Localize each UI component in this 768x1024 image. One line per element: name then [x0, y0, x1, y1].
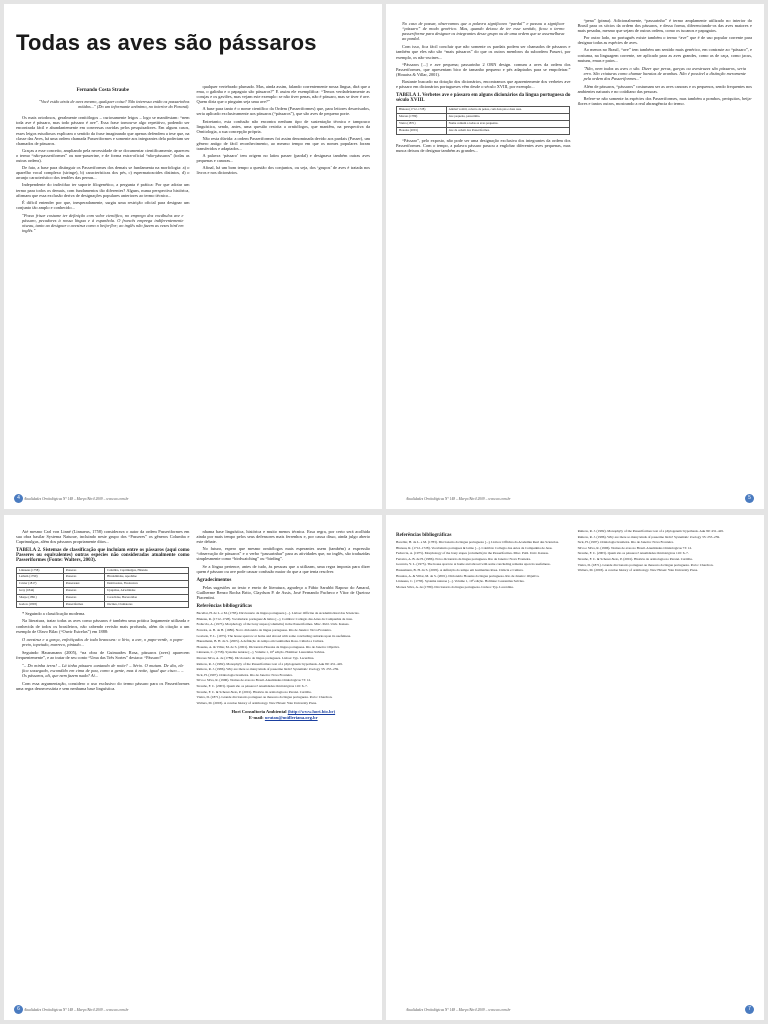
- author-name: Fernando Costa Straube: [76, 88, 129, 93]
- page-5-column-2: [578, 18, 752, 155]
- paragraph: Seguindo Haussmann (2005), “na obra de Guimarães Rosa, pássaros (aves) aparecem frequentemente”, e ao tratar de seu conto “Uma das Três Sortes” destaca: “Pássaro!”: [16, 649, 190, 660]
- reference-item: Silva e Silva, R. (1996). Nomes de aves no Brasil. Atualidades Ornitológicas 73: 12.: [196, 678, 312, 683]
- table-cell: Passeres: [63, 594, 104, 601]
- reference-item: Ferreira, A. B. de H. (1986). Novo dicionário da língua portuguesa. Rio de Janeiro: Nova Fronteira.: [196, 628, 332, 632]
- classification-table: [16, 567, 189, 609]
- table-caption: TABELA 1. Verbetes ave e pássaro em alguns dicionários da língua portuguesa do século XVIII.: [396, 93, 571, 104]
- reference-item: Bluteau, R. (1712–1728). Vocabulario portuguez & latino [...]. Coimbra: Collegio das Artes da Companhia de Jesu.: [396, 545, 553, 550]
- reference-item: Gouveia, Y. L. (1975). The house sparrow at home and abroad with some concluding remarks upon its usefulness.: [196, 633, 352, 638]
- table-cell: Passeres: [63, 567, 104, 574]
- reference-item: Linnaeus, C. (1758). Systema naturae [...]. Volume 1, 10ª edição. Holmiae: Laurentius Salvius.: [196, 650, 326, 655]
- paragraph: Afinal, há um bom tempo a questão dos conjuntos, ou seja, dos ‘grupos’ de aves é tratada nos livros e nos dicionários.: [196, 165, 370, 176]
- page-footer: Atualidades Ornitológicas N° 148 – Março/Abril 2009 – www.ao.com.br: [406, 1008, 511, 1012]
- page-7-column-1: [396, 529, 570, 590]
- table-cell: Latham (1790): [17, 574, 64, 581]
- table-cell: Houaiss (2001): [397, 127, 447, 134]
- reference-item: Walters, M. (2003). A concise history of ornithology. New Haven: Yale University Press.: [196, 700, 317, 705]
- page-footer: Atualidades Ornitológicas N° 148 – Março/Abril 2009 – www.ao.com.br: [24, 497, 129, 501]
- page-number: 7: [745, 1005, 754, 1014]
- reference-item: Straube, F. C. & Scherer-Neto, P. (2001). História da ornitologia no Paraná. Curitiba.: [196, 689, 312, 694]
- contact-url-link[interactable]: (http://www.hori.bio.br): [287, 708, 336, 714]
- paragraph: Entretanto, esta confusão não encontra nenhum tipo de sustentação técnica e tampouco linguística, sendo, antes, uma questão restrita a ornitólogos, que mantêm, na perspectiva da Ornitologia, a sua concepção própria.: [196, 118, 370, 134]
- contact-email-label: E-mail:: [248, 714, 264, 720]
- page-4-column-2: [197, 84, 370, 236]
- author-contact: [197, 709, 370, 720]
- reference-item: Bacellar, H. de L. e M. (1783). Diccionario da língua portugueza [...]. Lisboa: Officina da Academia Real das Sciencias.: [396, 540, 559, 545]
- table-footnote: * Seguindo a classificação moderna.: [22, 611, 86, 617]
- table-cell: Gray (1844): [17, 587, 64, 594]
- table-cell: Dentirostres, Fissirostres: [105, 581, 189, 588]
- paragraph: Não resta dúvida: a ordem Passeriformes foi assim denominada devido aos pardais (Passer), um gênero antigo de fácil reconhecimento, ao mesmo tempo em que os nomes populares foram transferidos e adaptados...: [196, 135, 370, 152]
- paragraph: “Pássaro”, pelo exposto, não pode ser uma designação exclusiva dos integrantes da ordem dos Passeriformes. Com o tempo, a palavra pássaro passou a englobar diferentes aves pequenas, mas nunca deixou de designar também as grandes...: [396, 137, 571, 153]
- acknowledgements-heading: Agradecimentos: [196, 577, 232, 583]
- page-5: [386, 4, 764, 509]
- paragraph: qualquer vertebrado plumado. Mas, ainda assim, falando correntemente nossa língua, dirá que a ema, o galinha e o papagaio são pássaros?” E assim ele exemplifica: “Temos verdadeiramente as corujas e os gaviões, mas vejam este exemplo: se não tiver penas, não é pássaro, mas se tiver é ave. Quem diria que o pinguim seja uma ave?”: [196, 84, 370, 105]
- paragraph: Na literatura, tratar todas as aves como pássaros é também uma prática largamente utilizada e conhecida de todos os brasileiros, não cabendo revisão mais profunda, além da citação a um exemplo de Olavo Bilac (“Ouvir Estrelas”) em 1888:: [16, 618, 190, 634]
- table-row: [397, 127, 570, 134]
- acknowledgements-text: Pelas sugestões ao texto e envio de literatura, agradeço a Fábio Sarubbi Raposo do Amaral, Guilherme Renzo Rocha Brito, Claydson P. de Assis, José Fernando Pacheco e Vítor de Queiroz Piacentini.: [196, 584, 370, 601]
- table-row: [397, 120, 570, 127]
- paragraph: No futuro, espero que mesmo ornitólogos mais esperantes usem (também) a expressão “observação de pássaros” e o verbo “passarinhar” para as atividades que, no inglês, são traduzidas simplesmente como “birdwatching” ou “birding”.: [196, 546, 370, 562]
- paragraph: Por outro lado, no português existe também o termo “ave” que é de uso popular corrente para designar todas as espécies de aves.: [577, 35, 752, 46]
- table-cell: Animal volátil, coberto de penas, com dois pés e duas asas.: [446, 107, 570, 114]
- table-row: [17, 567, 189, 574]
- paragraph: Com isso, fica fácil concluir que não somente os pardais podem ser chamados de pássaros e também que eles não são “mais pássaros” do que os outros membros da subordem Passeri, por exemplo, os não-oscines...: [396, 44, 571, 60]
- page-6-column-2: [197, 529, 370, 720]
- table-cell: Ave pequena, passarinho.: [446, 114, 570, 121]
- reference-item: Moraes Silva, A. de (1789). Diccionario da lingua portugueza. Lisboa: Typ. Lacerdina.: [396, 584, 514, 589]
- reference-item: Feduccia, A. (1975). Morphology of the bony stapes (columella) in the Passeriformes. Misc. Publ. Univ. Kansas.: [196, 622, 350, 627]
- table-row: [17, 581, 189, 588]
- reference-item: Haussmann, B. H. da S. (2005). A definição do tempo em Guimarães Rosa. Ciência e Cultura.: [396, 568, 524, 573]
- reference-item: Straube, F. C. (2003). Quem são os pássaros? Atualidades Ornitológicas 116: 6–7.: [577, 551, 689, 556]
- paragraph: Além de pássaros, “pássaros” costumam ser as aves canoras e os pequenos, sendo frequentes nos ambientes naturais e no cotidiano das pessoas.: [577, 84, 752, 95]
- paragraph: nhama base linguística, histórica e muito menos técnica. Essa regra, por certo será acolhida ainda por mais tempo pelos seus defensores mais ferrenhos e, por causa disso, ainda julgo aberto este debate.: [196, 529, 370, 545]
- table-cell: Linnaeus (1758): [17, 567, 64, 574]
- reference-item: Raikow, R. J. (1982). Monophyly of the Passeriformes: test of a phylogenetic hypothesis. Auk 99: 431–445.: [577, 529, 724, 533]
- reference-item: Vieira, D. (1871). Grande diccionario portuguez ou thesouro da língua portugueza. Porto: Chardron.: [196, 695, 333, 700]
- page-4: [4, 4, 382, 509]
- paragraph: Bastante buscado na dotação dos dicionários, encontramos que aparentemente dos verbetes ave e pássaro em dicionários portugueses vêm desde o século XVIII, por exemplo...: [396, 78, 571, 90]
- table-cell: Coraciidae, Bucerotidae: [105, 594, 189, 601]
- page-footer: Atualidades Ornitológicas N° 148 – Março/Abril 2009 – www.ao.com.br: [406, 497, 511, 501]
- page-number: 6: [14, 1005, 23, 1014]
- table-cell: Oscines, Clamatores: [105, 601, 189, 608]
- table-row: [17, 587, 189, 594]
- table-cell: Ave da ordem dos Passeriformes.: [446, 127, 570, 134]
- reference-item: Gouveia, Y. L. (1975). The house sparrow at home and abroad with some concluding remarks upon its usefulness.: [396, 562, 551, 567]
- table-cell: Bluteau (1712–1728): [397, 107, 447, 114]
- reference-item: Raikow, R. J. (1982). Monophyly of the Passeriformes: test of a phylogenetic hypothesis. Auk 99: 431–445.: [196, 661, 343, 666]
- paragraph: A base para tanto é o nome científico da Ordem (Passeriformes) que, para leitores desavisados, seria aplicado exclusivamente aos pássaros (“pássaros”), que são aves de pequeno porte.: [196, 106, 370, 117]
- table-cell: Passeres: [63, 587, 104, 594]
- reference-item: Raikow, R. J. (1986). Why are there so many kinds of passerine birds? Systematic Zoology 35: 255–259.: [577, 534, 720, 539]
- reference-item: Silva e Silva, R. (1996). Nomes de aves no Brasil. Atualidades Ornitológicas 73: 12.: [577, 545, 693, 550]
- page-7: [386, 515, 764, 1020]
- paragraph: Ao menos no Brasil, “ave” tem também um sentido mais genérico, em contraste ao “pássaro”, e costuma, na linguagem corrente, ser aplicado para as aves grandes, como as de caça, como jacus, mutuns, emas e patos...: [577, 47, 752, 63]
- table-cell: Columba, Caprimulgus, Hirundo: [105, 567, 189, 574]
- reference-item: Walters, M. (2003). A concise history of ornithology. New Haven: Yale University Press.: [577, 568, 698, 573]
- table-cell: Cuvier (1817): [17, 581, 64, 588]
- reference-item: Straube, F. C. (2003). Quem são os pássaros? Atualidades Ornitológicas 116: 6–7.: [196, 683, 308, 688]
- table-cell: Moraes (1789): [397, 114, 447, 121]
- reference-item: Linnaeus, C. (1758). Systema naturae [...]. Volume 1, 10ª edição. Holmiae: Laurentius Salvius.: [396, 579, 525, 584]
- reference-item: Haussmann, B. H. da S. (2005). A definição do tempo em Guimarães Rosa. Ciência e Cultura.: [196, 639, 325, 644]
- paragraph: Refere-se não somente às espécies dos Passeriformes, mas também a pombos, periquitos, beija-flores e tantos outros, mostrando a real abrangência do termo.: [577, 96, 752, 107]
- reference-item: Houaiss, A. & Villar, M. de S. (2001). Dicionário Houaiss da língua portuguesa. Rio de Janeiro: Objetiva.: [196, 644, 340, 649]
- article-title: Todas as aves são pássaros: [16, 30, 317, 55]
- paragraph: Os mais ortodoxos, geralmente ornitólogos – curiosamente leigos – logo se manifestam: “nem toda ave é pássaro, mas todo pássaro é ave”. Essa frase tornou-se algo repetitivo, podendo ser encontrada fácil e abundantemente em conversas ouvidas pelos pesquisadores. Em alguns casos, esses leigos estudiosos explicam o sentido da frase imaginando que apenas defendem a tese que, na classe das Aves, há uma ordem chamada Passeriformes e somente aos integrantes dela poderiam ser chamados de pássaros.: [16, 115, 190, 146]
- reference-item: Sick, H. (1997). Ornitologia brasileira. Rio de Janeiro: Nova Fronteira.: [577, 540, 674, 545]
- page-6-column-1: [16, 529, 189, 720]
- paragraph: Independente do indivíduo ter suporte filogenético, a pergunta é prática: Por que adotar um termo para todos os demais, com fundamentos tão diferentes? Alguns, numa perspectiva histórica, afirmam que essa exclusão deriva de designações populares anteriores ao termo técnico...: [16, 182, 190, 198]
- table-row: [397, 114, 570, 121]
- paragraph: É difícil entender por que, inesperadamente, surgiu uma restrição oficial para designar um conjunto tão amplo e conhecido...: [16, 199, 190, 210]
- table-row: [17, 601, 189, 608]
- reference-item: Sick, H. (1997). Ornitologia brasileira. Rio de Janeiro: Nova Fronteira.: [196, 672, 293, 677]
- paragraph: A palavra ‘pássaro’ tem origem no latim passer (pardal) e designava também outras aves pequenas e canoras...: [196, 153, 370, 164]
- paragraph: Com essa argumentação, considero o uso exclusivo do termo pássaro para os Passeriformes uma regra desnecessária e sem nenhuma base linguística.: [16, 681, 190, 692]
- table-cell: Vieira (1871): [397, 120, 447, 127]
- table-cell: Passeres: [63, 574, 104, 581]
- paragraph: “pena” (pinna). Adicionalmente, “passarinho” é termo amplamente utilizado no interior do Brasil para os sócios da ordem dos pássaros, e dessa forma, diferenciando-os das aves maiores e mais pesadas, mesmo que sejam de outras ordens, como os tucanos e papagaios.: [577, 18, 752, 34]
- table-row: [17, 574, 189, 581]
- reference-item: Ferreira, A. B. de H. (1986). Novo dicionário da língua portuguesa. Rio de Janeiro: Nova Fronteira.: [396, 556, 532, 561]
- page-footer: Atualidades Ornitológicas N° 148 – Março/Abril 2009 – www.ao.com.br: [24, 1008, 129, 1012]
- reference-item: Straube, F. C. & Scherer-Neto, P. (2001). História da ornitologia no Paraná. Curitiba.: [577, 556, 693, 561]
- block-quote: "Posso frisar costume ter definição com valor científico, no emprego dos vocábulos ave e pássaro, pecadores à nossa língua e à espanhola. O francês emprega indiferentemente oiseau, tanto ao designar o avestruz como o beija-flor; ao inglês não fazem as vezes bird em inglês.": [22, 212, 184, 234]
- table-cell: Passeriformes: [63, 601, 104, 608]
- page-6: [4, 515, 382, 1020]
- references-heading: Referências bibliográficas: [396, 533, 452, 538]
- reference-item: Raikow, R. J. (1986). Why are there so many kinds of passerine birds? Systematic Zoology 35: 255–259.: [196, 667, 339, 672]
- contact-email-link[interactable]: urutau@mülleriana.org.br: [264, 714, 318, 720]
- table-cell: Gadow (1893): [17, 601, 64, 608]
- block-quote: No caso de passar, observamos que a palavra significava “pardal” e passou a significar “pássaro” de modo genérico. Mas, quando deixou de ter esse sentido, ficou o termo passeriforme para designar os integrantes desse grupo ou de uma ordem que se assemelhava ao pardal.: [402, 21, 565, 42]
- reference-item: Bluteau, R. (1712–1728). Vocabulario portuguez & latino [...]. Coimbra: Collegio das Artes da Companhia de Jesu.: [196, 616, 353, 621]
- table-row: [397, 107, 570, 114]
- contact-name: Hori Consultoria Ambiental: [231, 708, 287, 714]
- paragraph: Graças a esse conceito, ampliando pela necessidade de se documentar cientificamente, apareceu o termo “não-passeriformes” ou non-passerine, e de forma extra-oficial “não-pássaros” (todas as outras ordens).: [16, 147, 190, 164]
- page-5-column-1: [396, 18, 570, 155]
- page-7-column-2: [578, 529, 752, 590]
- page-4-column-1: [16, 84, 189, 236]
- table-cell: Passereaux: [63, 581, 104, 588]
- reference-item: Vieira, D. (1871). Grande diccionario portuguez ou thesouro da língua portugueza. Porto: Chardron.: [577, 562, 714, 567]
- table-cell: Hirundinidae, Apodidae: [105, 574, 189, 581]
- poem-quote: O avestruz e a garça, enfeitiçados de toda brancura: o lírio, a ave, o papo-verde, o papo-preto, topetudo, marreco, pintado...: [22, 636, 184, 647]
- reference-item: Moraes Silva, A. de (1789). Diccionario da lingua portugueza. Lisboa: Typ. Lacerdina.: [196, 655, 315, 660]
- references-heading: Referências bibliográficas: [196, 604, 252, 610]
- table-cell: Sharpe (1891): [17, 594, 64, 601]
- paragraph: Até mesmo Carl von Linné (Linnaeus, 1758) considerava o autor da ordem Passeriformes em sua obra basilar Systema Naturae, incluindo neste grupo dos “Passeres” os gêneros Columba e Caprimulgus, além dos pássaros propriamente ditos...: [16, 529, 190, 545]
- table-cell: Upupidae, Alcedinidae: [105, 587, 189, 594]
- dictionary-table: [396, 106, 570, 134]
- paragraph: Se a língua pertence, antes de tudo, às pessoas que a utilizam, uma regra imposta para dizer quem é pássaro ou ave pode causar confusão maior do que a que tenta resolver.: [196, 563, 370, 574]
- table-cell: Nome comum a todas as aves pequenas.: [446, 120, 570, 127]
- reference-item: Bacellar, H. de L. e M. (1783). Diccionario da língua portugueza [...]. Lisboa: Officina da Academia Real das Sciencias.: [196, 611, 360, 616]
- block-quote: "Não, nem todas as aves o são. Dizer que perus, garças ou avestruzes são pássaros, seria erro. São criaturas como chamar baratas de aranhas. Não é possível a distinção meramente pela ordem dos Passeriformes...": [583, 65, 746, 81]
- block-quote: "– Do minha terra! – Lá tinha pássaro cantando de noite? – Sério. O mutum. De dia, ele fica sossegado, escondido em cima de pau, como a gente, mas à noite, igual que cisco... – Os pássaros, ali, que nem fazem nada? Aí...: [22, 663, 184, 679]
- page-number: 4: [14, 494, 23, 503]
- table-caption: TABELA 2. Sistemas de classificação que incluíam entre os pássaros (aqui como Passeres ou equivalentes) outras espécies não consideradas atualmente como Passeriformes (Fonte: Walters, 2003).: [16, 548, 190, 564]
- paragraph: De fato, a base para distinguir os Passeriformes dos demais se fundamenta na morfologia: a) o aparelho vocal complexo (siringe), b) características dos pés, c) espermatozoides distintos, d) o arranjo característico dos tendões das pernas...: [16, 165, 190, 181]
- page-number: 5: [745, 494, 754, 503]
- table-row: [17, 594, 189, 601]
- reference-item: Feduccia, A. (1975). Morphology of the bony stapes (columella) in the Passeriformes. Misc. Publ. Univ. Kansas.: [396, 551, 549, 556]
- reference-item: Houaiss, A. & Villar, M. de S. (2001). Dicionário Houaiss da língua portuguesa. Rio de Janeiro: Objetiva.: [396, 573, 540, 578]
- paragraph: “Pássaros [...] e ave pequena; passarinho 2 ORN design. comum a aves da ordem dos Passeriformes, que apresentam bico de tamanho pequeno e pés adaptados para se empoleirar.” (Houaiss & Villar, 2001).: [396, 61, 571, 77]
- epigraph: "Você estão atrás de aves mesmo, qualquer coisa? Não interessa então os passarinhos miúdos..." (Do um informante anônimo, no interior do Paraná).: [39, 99, 190, 110]
